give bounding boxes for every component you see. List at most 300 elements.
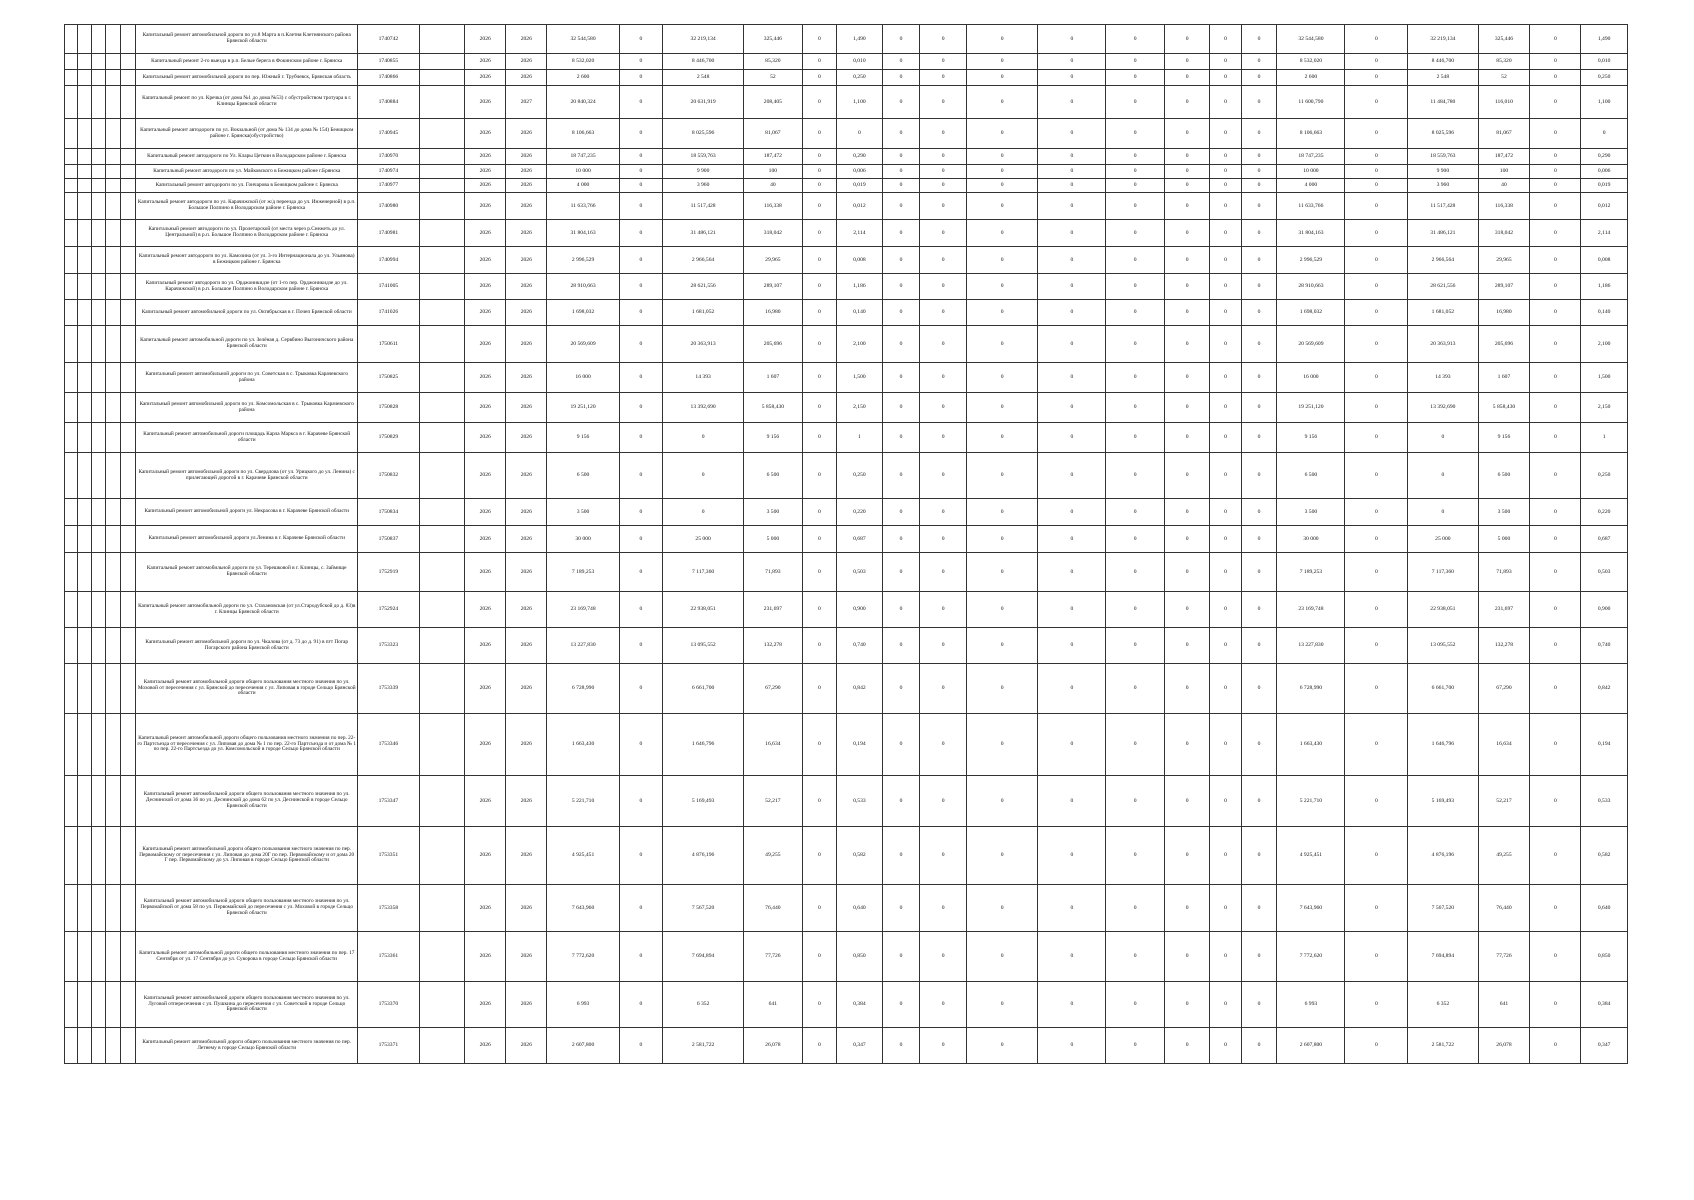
empty-cell — [419, 247, 464, 274]
value-cell: 0 — [802, 592, 837, 628]
total-cost-cell: 23 169,748 — [547, 592, 619, 628]
object-code-cell: 1753361 — [358, 932, 420, 982]
total-cost-2026-cell: 31 804,163 — [1277, 220, 1345, 247]
value-cell: 0 — [619, 363, 662, 393]
value-cell: 0 — [1038, 714, 1106, 776]
total-cost-cell: 8 532,020 — [547, 54, 619, 70]
value-cell: 0 — [920, 776, 967, 827]
index-cell — [121, 363, 136, 393]
index-cell — [65, 714, 78, 776]
value-cell: 0 — [1530, 25, 1581, 54]
value-cell: 0 — [1241, 499, 1277, 526]
total-cost-2026-cell: 2 607,800 — [1277, 1028, 1345, 1064]
index-cell — [65, 628, 78, 664]
object-code-cell: 1740742 — [358, 25, 420, 54]
index-cell — [65, 1028, 78, 1064]
value-cell: 0 — [882, 885, 920, 932]
start-year-cell: 2026 — [465, 453, 506, 499]
regional-funds-2026-cell: 29,965 — [1478, 247, 1530, 274]
value-cell: 0 — [1241, 393, 1277, 423]
value-cell: 0 — [882, 326, 920, 363]
index-cell — [106, 247, 121, 274]
index-cell — [77, 300, 91, 326]
length-km-cell: 2,150 — [837, 393, 882, 423]
length-km-cell: 0,006 — [837, 165, 882, 179]
value-cell: 0 — [802, 714, 837, 776]
index-cell — [106, 776, 121, 827]
end-year-cell: 2026 — [506, 393, 547, 423]
value-cell: 0 — [1530, 885, 1581, 932]
index-cell — [121, 193, 136, 220]
regional-funds-2026-cell: 116,338 — [1478, 193, 1530, 220]
start-year-cell: 2026 — [465, 86, 506, 119]
value-cell: 0 — [882, 363, 920, 393]
index-cell — [121, 827, 136, 885]
table-row — [65, 25, 1628, 54]
index-cell — [92, 274, 106, 300]
end-year-cell: 2026 — [506, 54, 547, 70]
value-cell: 0 — [1210, 193, 1241, 220]
total-cost-2026-cell: 7 643,960 — [1277, 885, 1345, 932]
federal-funds-2026-cell: 7 694,894 — [1408, 932, 1478, 982]
object-code-cell: 1750829 — [358, 423, 420, 453]
value-cell: 0 — [1038, 70, 1106, 86]
index-cell — [106, 25, 121, 54]
value-cell: 0 — [882, 932, 920, 982]
federal-funds-cell: 0 — [663, 499, 744, 526]
index-cell — [92, 932, 106, 982]
end-year-cell: 2026 — [506, 526, 547, 553]
total-cost-2026-cell: 1 698,032 — [1277, 300, 1345, 326]
value-cell: 0 — [1530, 165, 1581, 179]
total-cost-cell: 6 728,990 — [547, 664, 619, 714]
federal-funds-2026-cell: 0 — [1408, 423, 1478, 453]
value-cell: 0 — [1038, 932, 1106, 982]
regional-funds-cell: 29,965 — [744, 247, 802, 274]
index-cell — [121, 776, 136, 827]
length-km-2026-cell: 0,006 — [1581, 165, 1628, 179]
value-cell: 0 — [1210, 179, 1241, 193]
regional-funds-2026-cell: 3 500 — [1478, 499, 1530, 526]
value-cell: 0 — [619, 982, 662, 1028]
value-cell: 0 — [1210, 526, 1241, 553]
value-cell: 0 — [1530, 664, 1581, 714]
index-cell — [77, 664, 91, 714]
value-cell: 0 — [802, 220, 837, 247]
regional-funds-cell: 40 — [744, 179, 802, 193]
value-cell: 0 — [1210, 119, 1241, 149]
value-cell: 0 — [1530, 628, 1581, 664]
length-km-cell: 1,186 — [837, 274, 882, 300]
index-cell — [77, 393, 91, 423]
value-cell: 0 — [1164, 165, 1209, 179]
value-cell: 0 — [1210, 499, 1241, 526]
total-cost-cell: 19 251,120 — [547, 393, 619, 423]
index-cell — [92, 982, 106, 1028]
empty-cell — [419, 664, 464, 714]
index-cell — [77, 885, 91, 932]
index-cell — [92, 714, 106, 776]
value-cell: 0 — [619, 86, 662, 119]
object-code-cell: 1740945 — [358, 119, 420, 149]
value-cell: 0 — [966, 54, 1037, 70]
length-km-cell: 2,100 — [837, 326, 882, 363]
end-year-cell: 2026 — [506, 827, 547, 885]
start-year-cell: 2026 — [465, 247, 506, 274]
value-cell: 0 — [802, 54, 837, 70]
table-row — [65, 453, 1628, 499]
table-row — [65, 827, 1628, 885]
empty-cell — [419, 274, 464, 300]
length-km-2026-cell: 0,640 — [1581, 885, 1628, 932]
object-code-cell: 1740884 — [358, 86, 420, 119]
object-code-cell: 1750837 — [358, 526, 420, 553]
federal-funds-cell: 1 646,796 — [663, 714, 744, 776]
federal-funds-2026-cell: 1 681,052 — [1408, 300, 1478, 326]
value-cell: 0 — [802, 247, 837, 274]
index-cell — [92, 326, 106, 363]
total-cost-2026-cell: 16 000 — [1277, 363, 1345, 393]
index-cell — [65, 592, 78, 628]
value-cell: 0 — [1241, 220, 1277, 247]
value-cell: 0 — [1345, 165, 1408, 179]
table-body — [65, 25, 1628, 1064]
value-cell: 0 — [619, 247, 662, 274]
regional-funds-cell: 208,405 — [744, 86, 802, 119]
value-cell: 0 — [1038, 1028, 1106, 1064]
length-km-2026-cell: 0,220 — [1581, 499, 1628, 526]
value-cell: 0 — [1530, 247, 1581, 274]
value-cell: 0 — [802, 119, 837, 149]
index-cell — [121, 885, 136, 932]
value-cell: 0 — [1038, 86, 1106, 119]
index-cell — [65, 453, 78, 499]
value-cell: 0 — [1241, 628, 1277, 664]
value-cell: 0 — [1164, 1028, 1209, 1064]
index-cell — [65, 885, 78, 932]
index-cell — [121, 54, 136, 70]
value-cell: 0 — [1345, 499, 1408, 526]
object-name-cell: Капитальный ремонт 2-го выезда в р.п. Белые берега в Фокинском районе г. Брянска — [136, 54, 358, 70]
total-cost-cell: 3 500 — [547, 499, 619, 526]
value-cell: 0 — [1164, 885, 1209, 932]
regional-funds-2026-cell: 76,440 — [1478, 885, 1530, 932]
index-cell — [77, 553, 91, 592]
empty-cell — [419, 932, 464, 982]
federal-funds-cell: 5 169,493 — [663, 776, 744, 827]
value-cell: 0 — [619, 526, 662, 553]
index-cell — [121, 70, 136, 86]
value-cell: 0 — [1164, 628, 1209, 664]
regional-funds-2026-cell: 289,107 — [1478, 274, 1530, 300]
index-cell — [65, 119, 78, 149]
value-cell: 0 — [1164, 326, 1209, 363]
empty-cell — [419, 714, 464, 776]
empty-cell — [419, 526, 464, 553]
value-cell: 0 — [1038, 179, 1106, 193]
index-cell — [65, 300, 78, 326]
index-cell — [121, 453, 136, 499]
index-cell — [77, 119, 91, 149]
federal-funds-2026-cell: 13 095,552 — [1408, 628, 1478, 664]
total-cost-2026-cell: 6 500 — [1277, 453, 1345, 499]
value-cell: 0 — [1164, 70, 1209, 86]
index-cell — [106, 628, 121, 664]
end-year-cell: 2026 — [506, 982, 547, 1028]
value-cell: 0 — [1106, 86, 1164, 119]
index-cell — [121, 300, 136, 326]
end-year-cell: 2026 — [506, 220, 547, 247]
value-cell: 0 — [1530, 179, 1581, 193]
value-cell: 0 — [1241, 592, 1277, 628]
total-cost-2026-cell: 8 106,663 — [1277, 119, 1345, 149]
object-code-cell: 1753346 — [358, 714, 420, 776]
value-cell: 0 — [619, 25, 662, 54]
length-km-cell: 1,500 — [837, 363, 882, 393]
federal-funds-cell: 2 548 — [663, 70, 744, 86]
value-cell: 0 — [920, 628, 967, 664]
empty-cell — [419, 1028, 464, 1064]
value-cell: 0 — [1530, 982, 1581, 1028]
value-cell: 0 — [1038, 119, 1106, 149]
total-cost-2026-cell: 9 156 — [1277, 423, 1345, 453]
regional-funds-cell: 325,446 — [744, 25, 802, 54]
total-cost-cell: 2 996,529 — [547, 247, 619, 274]
index-cell — [77, 193, 91, 220]
federal-funds-cell: 13 095,552 — [663, 628, 744, 664]
length-km-cell: 0,250 — [837, 453, 882, 499]
index-cell — [77, 54, 91, 70]
value-cell: 0 — [619, 393, 662, 423]
value-cell: 0 — [966, 592, 1037, 628]
value-cell: 0 — [1164, 247, 1209, 274]
start-year-cell: 2026 — [465, 932, 506, 982]
index-cell — [65, 247, 78, 274]
empty-cell — [419, 453, 464, 499]
index-cell — [121, 326, 136, 363]
value-cell: 0 — [1164, 664, 1209, 714]
value-cell: 0 — [802, 1028, 837, 1064]
value-cell: 0 — [1106, 423, 1164, 453]
table-row — [65, 526, 1628, 553]
object-name-cell: Капитальный ремонт автомобильной дороги общего пользования местного значения по пер. Летнему в городе Сельцо Брянской области — [136, 1028, 358, 1064]
value-cell: 0 — [1210, 1028, 1241, 1064]
federal-funds-2026-cell: 7 117,360 — [1408, 553, 1478, 592]
length-km-cell: 0,640 — [837, 885, 882, 932]
value-cell: 0 — [1345, 119, 1408, 149]
start-year-cell: 2026 — [465, 982, 506, 1028]
value-cell: 0 — [1530, 423, 1581, 453]
index-cell — [106, 553, 121, 592]
value-cell: 0 — [802, 453, 837, 499]
object-code-cell: 1750828 — [358, 393, 420, 423]
value-cell: 0 — [966, 149, 1037, 165]
value-cell: 0 — [1210, 220, 1241, 247]
federal-funds-cell: 0 — [663, 423, 744, 453]
value-cell: 0 — [1345, 54, 1408, 70]
value-cell: 0 — [1530, 592, 1581, 628]
index-cell — [77, 453, 91, 499]
regional-funds-2026-cell: 187,472 — [1478, 149, 1530, 165]
index-cell — [92, 70, 106, 86]
value-cell: 0 — [882, 300, 920, 326]
length-km-2026-cell: 2,150 — [1581, 393, 1628, 423]
value-cell: 0 — [1038, 300, 1106, 326]
table-row — [65, 86, 1628, 119]
regional-funds-cell: 318,042 — [744, 220, 802, 247]
value-cell: 0 — [1210, 453, 1241, 499]
table-row — [65, 220, 1628, 247]
value-cell: 0 — [1345, 714, 1408, 776]
regional-funds-2026-cell: 52,217 — [1478, 776, 1530, 827]
regional-funds-2026-cell: 77,726 — [1478, 932, 1530, 982]
value-cell: 0 — [619, 179, 662, 193]
value-cell: 0 — [882, 714, 920, 776]
index-cell — [92, 119, 106, 149]
object-code-cell: 1753371 — [358, 1028, 420, 1064]
value-cell: 0 — [882, 247, 920, 274]
object-name-cell: Капитальный ремонт автомобильной дороги по пер. Южный г. Трубчевск, Брянская область — [136, 70, 358, 86]
length-km-2026-cell: 0,533 — [1581, 776, 1628, 827]
index-cell — [77, 827, 91, 885]
index-cell — [106, 664, 121, 714]
index-cell — [65, 423, 78, 453]
regional-funds-cell: 16,980 — [744, 300, 802, 326]
index-cell — [121, 499, 136, 526]
index-cell — [106, 179, 121, 193]
end-year-cell: 2026 — [506, 193, 547, 220]
value-cell: 0 — [1038, 220, 1106, 247]
total-cost-2026-cell: 6 993 — [1277, 982, 1345, 1028]
empty-cell — [419, 553, 464, 592]
total-cost-2026-cell: 4 000 — [1277, 179, 1345, 193]
value-cell: 0 — [1241, 526, 1277, 553]
object-name-cell: Капитальный ремонт по ул. Кречка (от дома №1 до дома №53) с обустройством тротуара в г. Клинцы Брянской области — [136, 86, 358, 119]
length-km-2026-cell: 0,250 — [1581, 70, 1628, 86]
index-cell — [106, 827, 121, 885]
regional-funds-cell: 187,472 — [744, 149, 802, 165]
index-cell — [121, 119, 136, 149]
value-cell: 0 — [920, 982, 967, 1028]
table-row — [65, 553, 1628, 592]
value-cell: 0 — [882, 220, 920, 247]
start-year-cell: 2026 — [465, 149, 506, 165]
index-cell — [121, 220, 136, 247]
value-cell: 0 — [1210, 982, 1241, 1028]
object-name-cell: Капитальный ремонт автомобильной дороги общего пользования местного значения по ул. Моховой от пересечения с ул. Брянской до пересечения с ул. Липовая в городе Сельцо Брянской области — [136, 664, 358, 714]
value-cell: 0 — [1210, 592, 1241, 628]
value-cell: 0 — [1241, 179, 1277, 193]
federal-funds-2026-cell: 13 392,690 — [1408, 393, 1478, 423]
end-year-cell: 2026 — [506, 149, 547, 165]
object-code-cell: 1740970 — [358, 149, 420, 165]
index-cell — [106, 499, 121, 526]
regional-funds-2026-cell: 5 000 — [1478, 526, 1530, 553]
index-cell — [106, 326, 121, 363]
index-cell — [65, 165, 78, 179]
start-year-cell: 2026 — [465, 165, 506, 179]
end-year-cell: 2026 — [506, 453, 547, 499]
value-cell: 0 — [882, 827, 920, 885]
value-cell: 0 — [1530, 827, 1581, 885]
empty-cell — [419, 54, 464, 70]
start-year-cell: 2026 — [465, 70, 506, 86]
value-cell: 0 — [1164, 592, 1209, 628]
value-cell: 0 — [1345, 274, 1408, 300]
start-year-cell: 2026 — [465, 393, 506, 423]
value-cell: 0 — [1530, 363, 1581, 393]
regional-funds-cell: 6 500 — [744, 453, 802, 499]
federal-funds-2026-cell: 9 900 — [1408, 165, 1478, 179]
value-cell: 0 — [1530, 54, 1581, 70]
object-code-cell: 1740980 — [358, 193, 420, 220]
end-year-cell: 2026 — [506, 70, 547, 86]
total-cost-cell: 6 500 — [547, 453, 619, 499]
value-cell: 0 — [619, 932, 662, 982]
length-km-cell: 0,012 — [837, 193, 882, 220]
start-year-cell: 2026 — [465, 1028, 506, 1064]
empty-cell — [419, 25, 464, 54]
value-cell: 0 — [1210, 932, 1241, 982]
index-cell — [121, 592, 136, 628]
length-km-2026-cell: 2,100 — [1581, 326, 1628, 363]
index-cell — [121, 179, 136, 193]
index-cell — [106, 592, 121, 628]
value-cell: 0 — [802, 86, 837, 119]
object-name-cell: Капитальный ремонт автомобильной дороги по ул. Советская в с. Трыковка Карачевского района — [136, 363, 358, 393]
index-cell — [121, 526, 136, 553]
end-year-cell: 2026 — [506, 885, 547, 932]
value-cell: 0 — [1210, 423, 1241, 453]
value-cell: 0 — [1106, 193, 1164, 220]
table-row — [65, 932, 1628, 982]
value-cell: 0 — [1106, 714, 1164, 776]
index-cell — [121, 1028, 136, 1064]
regional-funds-2026-cell: 26,078 — [1478, 1028, 1530, 1064]
value-cell: 0 — [1106, 664, 1164, 714]
total-cost-2026-cell: 20 569,609 — [1277, 326, 1345, 363]
value-cell: 0 — [1345, 526, 1408, 553]
object-code-cell: 1753323 — [358, 628, 420, 664]
value-cell: 0 — [1038, 453, 1106, 499]
regional-funds-cell: 71,893 — [744, 553, 802, 592]
value-cell: 0 — [966, 982, 1037, 1028]
value-cell: 0 — [619, 714, 662, 776]
regional-funds-2026-cell: 49,255 — [1478, 827, 1530, 885]
length-km-cell: 2,114 — [837, 220, 882, 247]
object-code-cell: 1741026 — [358, 300, 420, 326]
regional-funds-cell: 132,278 — [744, 628, 802, 664]
regional-funds-cell: 231,697 — [744, 592, 802, 628]
value-cell: 0 — [966, 499, 1037, 526]
value-cell: 0 — [619, 326, 662, 363]
index-cell — [121, 714, 136, 776]
value-cell: 0 — [966, 363, 1037, 393]
total-cost-cell: 7 772,620 — [547, 932, 619, 982]
value-cell: 0 — [619, 149, 662, 165]
table-row — [65, 776, 1628, 827]
value-cell: 0 — [802, 553, 837, 592]
total-cost-2026-cell: 2 996,529 — [1277, 247, 1345, 274]
index-cell — [92, 885, 106, 932]
value-cell: 0 — [1241, 885, 1277, 932]
value-cell: 0 — [1241, 300, 1277, 326]
index-cell — [106, 119, 121, 149]
length-km-cell: 0,384 — [837, 982, 882, 1028]
value-cell: 0 — [619, 664, 662, 714]
value-cell: 0 — [1345, 193, 1408, 220]
object-name-cell: Капитальный ремонт автодороги по ул. Камозина (от ул. 3-го Интернационала до ул. Ульянова) в Бежицком районе г. Брянска — [136, 247, 358, 274]
